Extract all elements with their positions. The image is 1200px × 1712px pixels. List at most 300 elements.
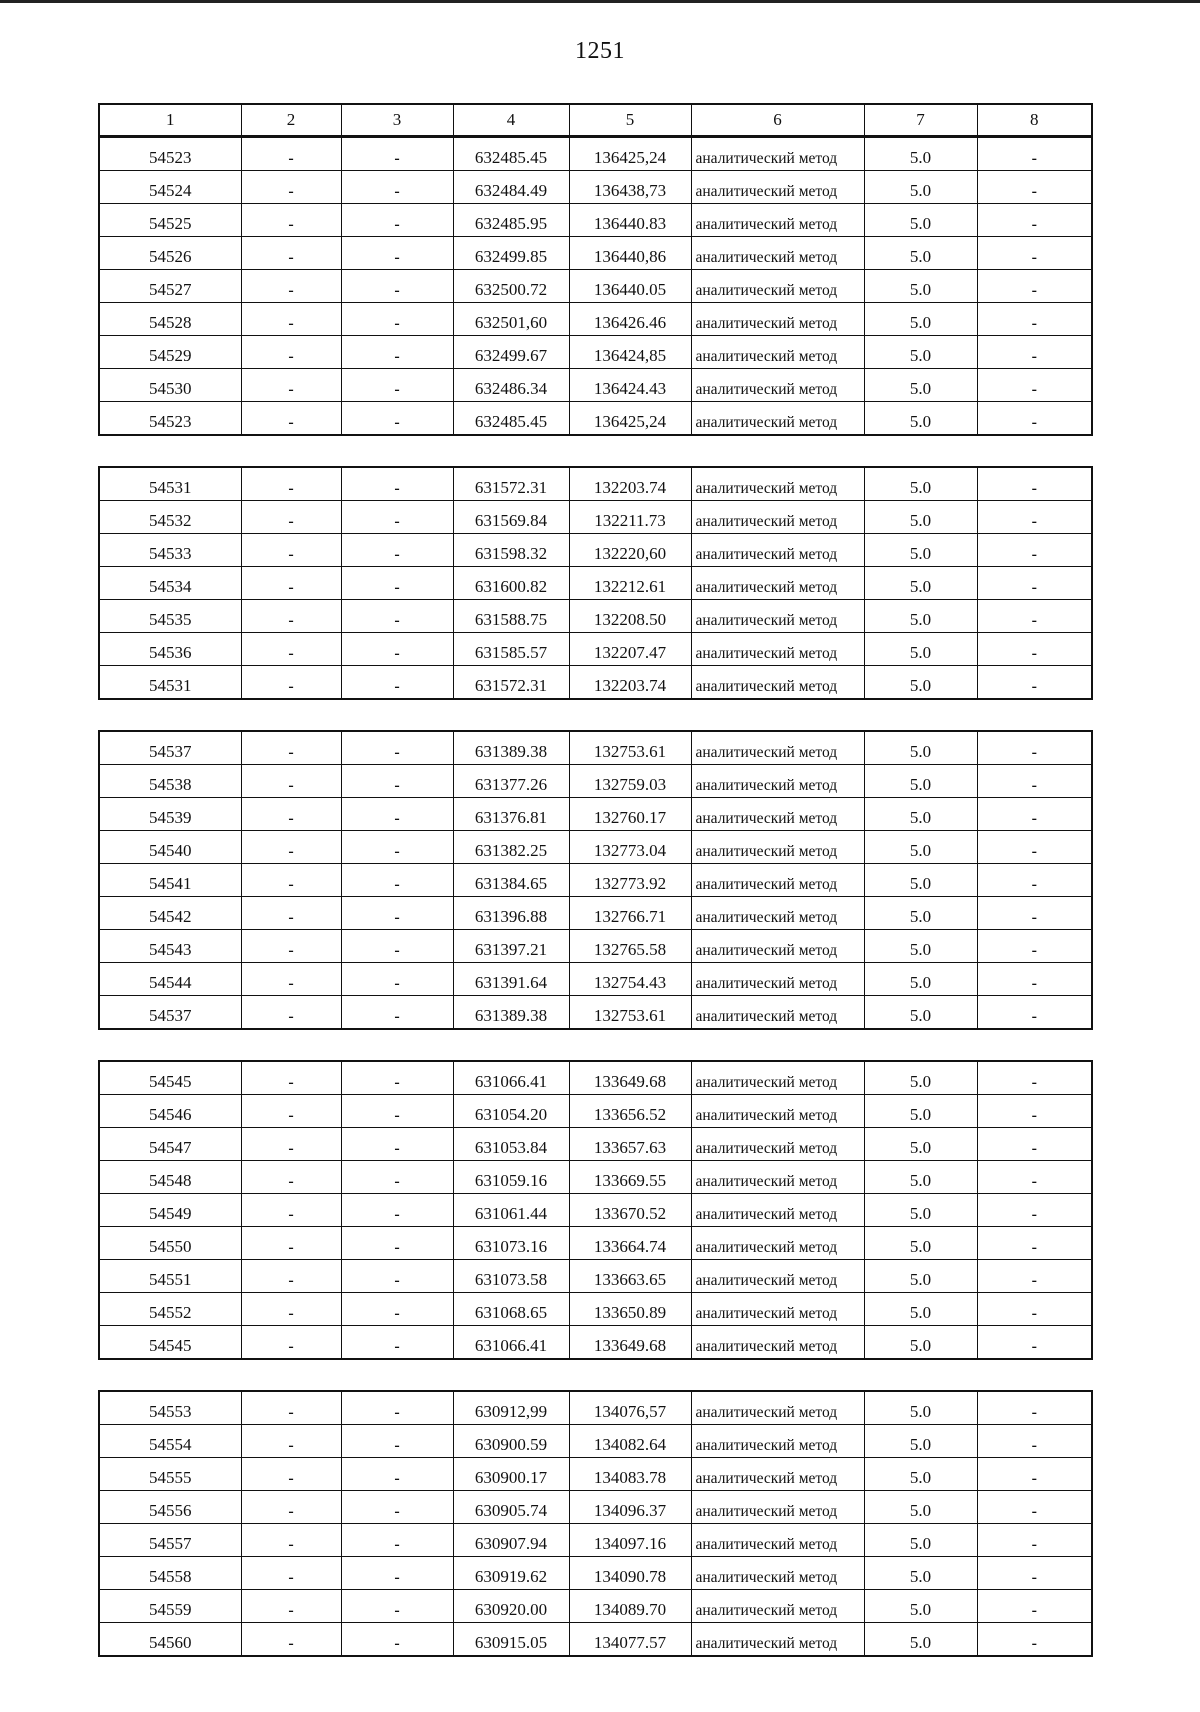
col3-cell: - [341, 303, 453, 336]
col8-cell: - [977, 633, 1092, 666]
point-number-cell: 54530 [99, 369, 241, 402]
col2-cell: - [241, 897, 341, 930]
x-coordinate-cell: 631061.44 [453, 1194, 569, 1227]
col3-cell: - [341, 798, 453, 831]
col8-cell: - [977, 1293, 1092, 1326]
col2-cell: - [241, 1491, 341, 1524]
accuracy-cell: 5.0 [864, 798, 977, 831]
method-cell: аналитический метод [691, 1425, 864, 1458]
table-row [99, 633, 1092, 666]
col2-cell: - [241, 204, 341, 237]
col2-cell: - [241, 600, 341, 633]
point-number-cell: 54555 [99, 1458, 241, 1491]
col3-cell: - [341, 1623, 453, 1657]
method-cell: аналитический метод [691, 336, 864, 369]
accuracy-cell: 5.0 [864, 1557, 977, 1590]
group-gap [98, 1030, 1091, 1060]
col3-cell: - [341, 864, 453, 897]
col8-cell: - [977, 1590, 1092, 1623]
table-row [99, 1590, 1092, 1623]
x-coordinate-cell: 631598.32 [453, 534, 569, 567]
point-group-table [98, 466, 1093, 700]
column-header: 4 [453, 104, 569, 136]
col2-cell: - [241, 633, 341, 666]
y-coordinate-cell: 136424.43 [569, 369, 691, 402]
method-cell: аналитический метод [691, 1128, 864, 1161]
point-number-cell: 54542 [99, 897, 241, 930]
point-number-cell: 54545 [99, 1326, 241, 1360]
col3-cell: - [341, 1260, 453, 1293]
col2-cell: - [241, 501, 341, 534]
y-coordinate-cell: 132203.74 [569, 467, 691, 501]
column-header: 5 [569, 104, 691, 136]
col2-cell: - [241, 1128, 341, 1161]
col8-cell: - [977, 1524, 1092, 1557]
method-cell: аналитический метод [691, 1458, 864, 1491]
accuracy-cell: 5.0 [864, 1458, 977, 1491]
table-row [99, 1095, 1092, 1128]
point-number-cell: 54537 [99, 731, 241, 765]
col3-cell: - [341, 633, 453, 666]
col2-cell: - [241, 1557, 341, 1590]
point-number-cell: 54546 [99, 1095, 241, 1128]
method-cell: аналитический метод [691, 897, 864, 930]
page-number: 1251 [575, 38, 625, 64]
col2-cell: - [241, 1326, 341, 1360]
x-coordinate-cell: 631384.65 [453, 864, 569, 897]
y-coordinate-cell: 132765.58 [569, 930, 691, 963]
col2-cell: - [241, 402, 341, 436]
accuracy-cell: 5.0 [864, 600, 977, 633]
y-coordinate-cell: 132753.61 [569, 996, 691, 1030]
col2-cell: - [241, 1425, 341, 1458]
col3-cell: - [341, 666, 453, 700]
column-header: 7 [864, 104, 977, 136]
table-row [99, 897, 1092, 930]
col8-cell: - [977, 369, 1092, 402]
y-coordinate-cell: 134077.57 [569, 1623, 691, 1657]
accuracy-cell: 5.0 [864, 666, 977, 700]
col3-cell: - [341, 567, 453, 600]
point-number-cell: 54559 [99, 1590, 241, 1623]
point-number-cell: 54533 [99, 534, 241, 567]
x-coordinate-cell: 630900.17 [453, 1458, 569, 1491]
col8-cell: - [977, 336, 1092, 369]
point-number-cell: 54526 [99, 237, 241, 270]
col8-cell: - [977, 1227, 1092, 1260]
table-row [99, 1061, 1092, 1095]
accuracy-cell: 5.0 [864, 1227, 977, 1260]
col2-cell: - [241, 1458, 341, 1491]
col8-cell: - [977, 467, 1092, 501]
accuracy-cell: 5.0 [864, 1128, 977, 1161]
table-row [99, 369, 1092, 402]
col8-cell: - [977, 930, 1092, 963]
y-coordinate-cell: 134083.78 [569, 1458, 691, 1491]
table-row [99, 204, 1092, 237]
y-coordinate-cell: 136426.46 [569, 303, 691, 336]
method-cell: аналитический метод [691, 1293, 864, 1326]
method-cell: аналитический метод [691, 1061, 864, 1095]
y-coordinate-cell: 134096.37 [569, 1491, 691, 1524]
col2-cell: - [241, 996, 341, 1030]
method-cell: аналитический метод [691, 1227, 864, 1260]
point-number-cell: 54540 [99, 831, 241, 864]
col3-cell: - [341, 171, 453, 204]
table-row [99, 864, 1092, 897]
method-cell: аналитический метод [691, 171, 864, 204]
y-coordinate-cell: 132773.92 [569, 864, 691, 897]
y-coordinate-cell: 133669.55 [569, 1161, 691, 1194]
point-number-cell: 54528 [99, 303, 241, 336]
x-coordinate-cell: 632500.72 [453, 270, 569, 303]
col2-cell: - [241, 336, 341, 369]
accuracy-cell: 5.0 [864, 467, 977, 501]
col2-cell: - [241, 467, 341, 501]
column-header: 6 [691, 104, 864, 136]
accuracy-cell: 5.0 [864, 1524, 977, 1557]
method-cell: аналитический метод [691, 1161, 864, 1194]
table-row [99, 1391, 1092, 1425]
method-cell: аналитический метод [691, 1491, 864, 1524]
x-coordinate-cell: 631377.26 [453, 765, 569, 798]
accuracy-cell: 5.0 [864, 963, 977, 996]
point-group-table [98, 1390, 1093, 1657]
table-row [99, 1260, 1092, 1293]
accuracy-cell: 5.0 [864, 204, 977, 237]
point-number-cell: 54544 [99, 963, 241, 996]
y-coordinate-cell: 132753.61 [569, 731, 691, 765]
x-coordinate-cell: 631376.81 [453, 798, 569, 831]
y-coordinate-cell: 133650.89 [569, 1293, 691, 1326]
col8-cell: - [977, 666, 1092, 700]
x-coordinate-cell: 630905.74 [453, 1491, 569, 1524]
table-row [99, 963, 1092, 996]
col8-cell: - [977, 534, 1092, 567]
column-header-row [99, 104, 1092, 136]
x-coordinate-cell: 631382.25 [453, 831, 569, 864]
col8-cell: - [977, 963, 1092, 996]
point-number-cell: 54537 [99, 996, 241, 1030]
col8-cell: - [977, 1425, 1092, 1458]
y-coordinate-cell: 132211.73 [569, 501, 691, 534]
table-row [99, 336, 1092, 369]
method-cell: аналитический метод [691, 600, 864, 633]
x-coordinate-cell: 630919.62 [453, 1557, 569, 1590]
y-coordinate-cell: 132203.74 [569, 666, 691, 700]
point-number-cell: 54536 [99, 633, 241, 666]
col2-cell: - [241, 1623, 341, 1657]
accuracy-cell: 5.0 [864, 501, 977, 534]
table-row [99, 237, 1092, 270]
method-cell: аналитический метод [691, 1391, 864, 1425]
y-coordinate-cell: 132766.71 [569, 897, 691, 930]
col2-cell: - [241, 1391, 341, 1425]
col3-cell: - [341, 336, 453, 369]
y-coordinate-cell: 132208.50 [569, 600, 691, 633]
y-coordinate-cell: 136425,24 [569, 138, 691, 171]
col3-cell: - [341, 1326, 453, 1360]
x-coordinate-cell: 631585.57 [453, 633, 569, 666]
accuracy-cell: 5.0 [864, 765, 977, 798]
col3-cell: - [341, 600, 453, 633]
accuracy-cell: 5.0 [864, 897, 977, 930]
table-row [99, 567, 1092, 600]
col2-cell: - [241, 270, 341, 303]
table-row [99, 831, 1092, 864]
accuracy-cell: 5.0 [864, 270, 977, 303]
accuracy-cell: 5.0 [864, 369, 977, 402]
col3-cell: - [341, 237, 453, 270]
y-coordinate-cell: 136440.05 [569, 270, 691, 303]
table-row [99, 1425, 1092, 1458]
col2-cell: - [241, 1161, 341, 1194]
point-number-cell: 54554 [99, 1425, 241, 1458]
col8-cell: - [977, 765, 1092, 798]
method-cell: аналитический метод [691, 467, 864, 501]
method-cell: аналитический метод [691, 534, 864, 567]
point-number-cell: 54529 [99, 336, 241, 369]
table-row [99, 1557, 1092, 1590]
x-coordinate-cell: 631397.21 [453, 930, 569, 963]
col3-cell: - [341, 467, 453, 501]
point-number-cell: 54523 [99, 138, 241, 171]
y-coordinate-cell: 133657.63 [569, 1128, 691, 1161]
x-coordinate-cell: 632499.85 [453, 237, 569, 270]
col8-cell: - [977, 204, 1092, 237]
col2-cell: - [241, 1524, 341, 1557]
col2-cell: - [241, 534, 341, 567]
point-number-cell: 54531 [99, 467, 241, 501]
col2-cell: - [241, 369, 341, 402]
col3-cell: - [341, 765, 453, 798]
x-coordinate-cell: 630920.00 [453, 1590, 569, 1623]
col2-cell: - [241, 930, 341, 963]
col2-cell: - [241, 1061, 341, 1095]
col8-cell: - [977, 402, 1092, 436]
accuracy-cell: 5.0 [864, 534, 977, 567]
y-coordinate-cell: 134090.78 [569, 1557, 691, 1590]
point-number-cell: 54523 [99, 402, 241, 436]
point-number-cell: 54534 [99, 567, 241, 600]
table-row [99, 1491, 1092, 1524]
group-gap [98, 436, 1091, 466]
col8-cell: - [977, 1260, 1092, 1293]
point-group-table [98, 137, 1093, 436]
accuracy-cell: 5.0 [864, 1260, 977, 1293]
x-coordinate-cell: 631396.88 [453, 897, 569, 930]
col3-cell: - [341, 1557, 453, 1590]
y-coordinate-cell: 136440.83 [569, 204, 691, 237]
col3-cell: - [341, 1194, 453, 1227]
point-number-cell: 54560 [99, 1623, 241, 1657]
table-row [99, 996, 1092, 1030]
accuracy-cell: 5.0 [864, 1590, 977, 1623]
col2-cell: - [241, 1260, 341, 1293]
col3-cell: - [341, 1161, 453, 1194]
col8-cell: - [977, 237, 1092, 270]
col8-cell: - [977, 996, 1092, 1030]
x-coordinate-cell: 630907.94 [453, 1524, 569, 1557]
col3-cell: - [341, 1391, 453, 1425]
col2-cell: - [241, 765, 341, 798]
column-header: 3 [341, 104, 453, 136]
col3-cell: - [341, 1425, 453, 1458]
col3-cell: - [341, 1227, 453, 1260]
accuracy-cell: 5.0 [864, 1425, 977, 1458]
method-cell: аналитический метод [691, 501, 864, 534]
method-cell: аналитический метод [691, 567, 864, 600]
accuracy-cell: 5.0 [864, 731, 977, 765]
col2-cell: - [241, 1227, 341, 1260]
col8-cell: - [977, 1128, 1092, 1161]
table-row [99, 1458, 1092, 1491]
x-coordinate-cell: 631572.31 [453, 467, 569, 501]
col2-cell: - [241, 171, 341, 204]
col3-cell: - [341, 534, 453, 567]
y-coordinate-cell: 134089.70 [569, 1590, 691, 1623]
point-number-cell: 54535 [99, 600, 241, 633]
col8-cell: - [977, 1458, 1092, 1491]
method-cell: аналитический метод [691, 402, 864, 436]
point-number-cell: 54558 [99, 1557, 241, 1590]
x-coordinate-cell: 632501,60 [453, 303, 569, 336]
point-number-cell: 54552 [99, 1293, 241, 1326]
y-coordinate-cell: 132760.17 [569, 798, 691, 831]
method-cell: аналитический метод [691, 204, 864, 237]
method-cell: аналитический метод [691, 1326, 864, 1360]
col8-cell: - [977, 270, 1092, 303]
point-number-cell: 54527 [99, 270, 241, 303]
point-number-cell: 54550 [99, 1227, 241, 1260]
y-coordinate-cell: 133649.68 [569, 1061, 691, 1095]
method-cell: аналитический метод [691, 633, 864, 666]
x-coordinate-cell: 631066.41 [453, 1326, 569, 1360]
table-row [99, 930, 1092, 963]
col2-cell: - [241, 567, 341, 600]
method-cell: аналитический метод [691, 864, 864, 897]
x-coordinate-cell: 632485.45 [453, 402, 569, 436]
point-number-cell: 54551 [99, 1260, 241, 1293]
col2-cell: - [241, 864, 341, 897]
accuracy-cell: 5.0 [864, 303, 977, 336]
col8-cell: - [977, 1557, 1092, 1590]
col3-cell: - [341, 996, 453, 1030]
method-cell: аналитический метод [691, 1260, 864, 1293]
accuracy-cell: 5.0 [864, 1061, 977, 1095]
y-coordinate-cell: 133649.68 [569, 1326, 691, 1360]
col8-cell: - [977, 1061, 1092, 1095]
col3-cell: - [341, 897, 453, 930]
col8-cell: - [977, 1491, 1092, 1524]
table-row [99, 138, 1092, 171]
point-number-cell: 54532 [99, 501, 241, 534]
col8-cell: - [977, 831, 1092, 864]
col2-cell: - [241, 798, 341, 831]
x-coordinate-cell: 631569.84 [453, 501, 569, 534]
table-row [99, 1161, 1092, 1194]
y-coordinate-cell: 132212.61 [569, 567, 691, 600]
col3-cell: - [341, 1491, 453, 1524]
accuracy-cell: 5.0 [864, 633, 977, 666]
col3-cell: - [341, 963, 453, 996]
table-row [99, 765, 1092, 798]
col2-cell: - [241, 666, 341, 700]
col3-cell: - [341, 1128, 453, 1161]
col8-cell: - [977, 1194, 1092, 1227]
col3-cell: - [341, 731, 453, 765]
col2-cell: - [241, 303, 341, 336]
method-cell: аналитический метод [691, 731, 864, 765]
point-number-cell: 54539 [99, 798, 241, 831]
col3-cell: - [341, 831, 453, 864]
col3-cell: - [341, 1458, 453, 1491]
y-coordinate-cell: 136424,85 [569, 336, 691, 369]
x-coordinate-cell: 631054.20 [453, 1095, 569, 1128]
accuracy-cell: 5.0 [864, 138, 977, 171]
col3-cell: - [341, 402, 453, 436]
method-cell: аналитический метод [691, 1095, 864, 1128]
y-coordinate-cell: 136440,86 [569, 237, 691, 270]
point-number-cell: 54525 [99, 204, 241, 237]
col2-cell: - [241, 963, 341, 996]
x-coordinate-cell: 631059.16 [453, 1161, 569, 1194]
table-row [99, 1194, 1092, 1227]
col3-cell: - [341, 270, 453, 303]
method-cell: аналитический метод [691, 369, 864, 402]
x-coordinate-cell: 631389.38 [453, 731, 569, 765]
accuracy-cell: 5.0 [864, 1491, 977, 1524]
col8-cell: - [977, 864, 1092, 897]
column-header: 8 [977, 104, 1092, 136]
point-groups [98, 137, 1091, 1657]
method-cell: аналитический метод [691, 303, 864, 336]
method-cell: аналитический метод [691, 831, 864, 864]
x-coordinate-cell: 630912,99 [453, 1391, 569, 1425]
col2-cell: - [241, 1590, 341, 1623]
method-cell: аналитический метод [691, 996, 864, 1030]
method-cell: аналитический метод [691, 930, 864, 963]
col3-cell: - [341, 1293, 453, 1326]
x-coordinate-cell: 632484.49 [453, 171, 569, 204]
table-row [99, 1128, 1092, 1161]
col3-cell: - [341, 1524, 453, 1557]
col3-cell: - [341, 1095, 453, 1128]
group-gap [98, 700, 1091, 730]
col8-cell: - [977, 600, 1092, 633]
table-row [99, 731, 1092, 765]
column-header: 1 [99, 104, 241, 136]
col8-cell: - [977, 138, 1092, 171]
page-top-edge [0, 0, 1200, 3]
col8-cell: - [977, 171, 1092, 204]
method-cell: аналитический метод [691, 963, 864, 996]
y-coordinate-cell: 134097.16 [569, 1524, 691, 1557]
table-row [99, 666, 1092, 700]
table-row [99, 467, 1092, 501]
x-coordinate-cell: 631066.41 [453, 1061, 569, 1095]
table-row [99, 171, 1092, 204]
point-number-cell: 54557 [99, 1524, 241, 1557]
accuracy-cell: 5.0 [864, 171, 977, 204]
method-cell: аналитический метод [691, 666, 864, 700]
accuracy-cell: 5.0 [864, 1293, 977, 1326]
x-coordinate-cell: 632485.95 [453, 204, 569, 237]
y-coordinate-cell: 132773.04 [569, 831, 691, 864]
y-coordinate-cell: 136425,24 [569, 402, 691, 436]
col3-cell: - [341, 204, 453, 237]
col2-cell: - [241, 1194, 341, 1227]
